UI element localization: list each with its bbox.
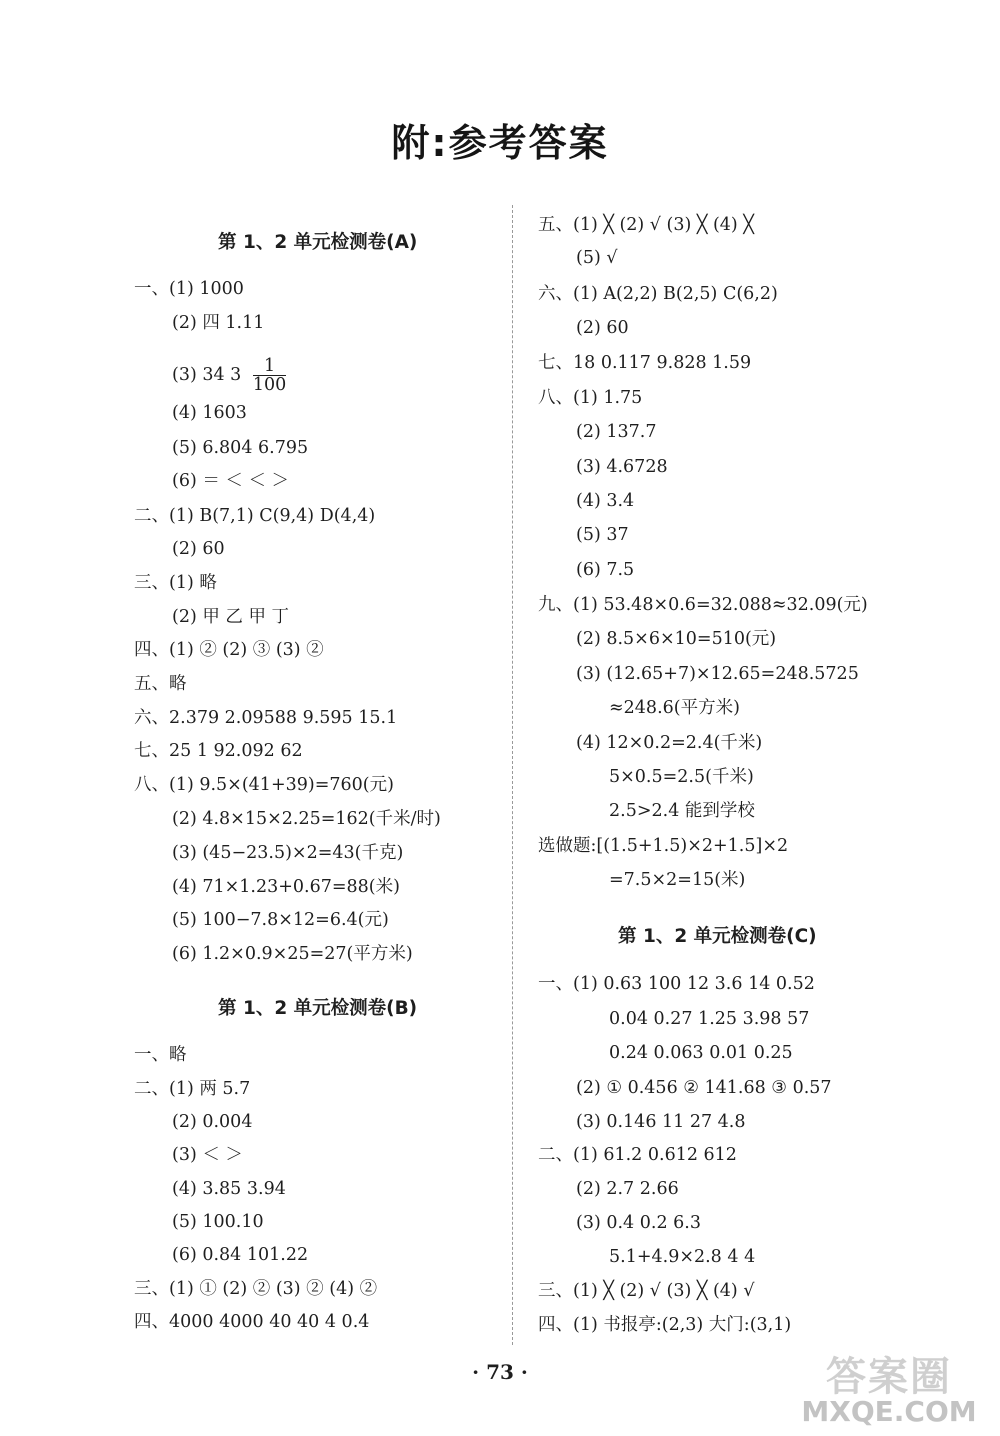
- answer-line: (5) 6.804 6.795: [172, 438, 309, 458]
- answer-line: ≈248.6(平方米): [609, 698, 740, 718]
- answer-line: 二、(1) B(7,1) C(9,4) D(4,4): [134, 506, 376, 526]
- answer-line: (3) (45−23.5)×2=43(千克): [172, 843, 404, 863]
- answer-line: 六、(1) A(2,2) B(2,5) C(6,2): [538, 284, 778, 304]
- answer-line: (4) 3.4: [576, 491, 635, 511]
- answer-line: (5) 100−7.8×12=6.4(元): [172, 910, 389, 930]
- answer-line: (2) 0.004: [172, 1112, 253, 1132]
- page-number: · 73 ·: [472, 1360, 528, 1384]
- answer-line: (2) 137.7: [576, 422, 657, 442]
- answer-line: 七、25 1 92.092 62: [134, 741, 303, 761]
- answer-line: (2) 4.8×15×2.25=162(千米/时): [172, 809, 441, 829]
- answer-line: (6) 0.84 101.22: [172, 1245, 309, 1265]
- answer-line: 七、18 0.117 9.828 1.59: [538, 353, 752, 373]
- fraction: [253, 357, 286, 394]
- answer-line: (2) 60: [172, 539, 225, 559]
- answer-line: (2) 四 1.11: [172, 313, 265, 333]
- answer-line: (5) √: [576, 248, 618, 268]
- answer-line: 五、略: [134, 674, 187, 694]
- answer-line: (4) 3.85 3.94: [172, 1179, 286, 1199]
- answer-line: (2) ① 0.456 ② 141.68 ③ 0.57: [576, 1078, 832, 1098]
- answer-line: 5.1+4.9×2.8 4 4: [609, 1247, 756, 1267]
- watermark-main-text: 答案圈: [826, 1354, 952, 1400]
- answer-line: 2.5>2.4 能到学校: [609, 801, 755, 821]
- section-heading-c: 第 1、2 单元检测卷(C): [618, 926, 817, 947]
- answer-line: 四、4000 4000 40 40 4 0.4: [134, 1312, 370, 1332]
- answer-line: (3) ＜ ＞: [172, 1145, 243, 1165]
- answer-line: 0.24 0.063 0.01 0.25: [609, 1043, 793, 1063]
- answer-line: 三、(1) 略: [134, 573, 217, 593]
- watermark-sub-text: MXQE.COM: [801, 1395, 977, 1428]
- answer-line: (2) 2.7 2.66: [576, 1179, 679, 1199]
- answer-line: (2) 60: [576, 318, 629, 338]
- answer-line: 一、(1) 1000: [134, 279, 244, 299]
- page-title: 附:参考答案: [391, 121, 609, 165]
- answer-line: (6) 7.5: [576, 560, 635, 580]
- answer-text: (3) 34 3: [172, 365, 242, 385]
- answer-line: 四、(1) 书报亭:(2,3) 大门:(3,1): [538, 1315, 792, 1335]
- watermark-logo: [784, 1345, 994, 1433]
- answer-line: (5) 37: [576, 525, 629, 545]
- answer-line: 四、(1) ② (2) ③ (3) ②: [134, 640, 324, 660]
- answer-line: 九、(1) 53.48×0.6=32.088≈32.09(元): [538, 595, 868, 615]
- answer-line: (6) ＝ ＜ ＜ ＞: [172, 471, 290, 491]
- answer-line: 三、(1) ╳ (2) √ (3) ╳ (4) √: [538, 1281, 755, 1301]
- answer-line: (2) 甲 乙 甲 丁: [172, 607, 290, 627]
- answer-line: (3) (12.65+7)×12.65=248.5725: [576, 664, 859, 684]
- section-heading-a: 第 1、2 单元检测卷(A): [218, 232, 418, 253]
- answer-line: 二、(1) 两 5.7: [134, 1079, 251, 1099]
- answer-line: (4) 12×0.2=2.4(千米): [576, 733, 763, 753]
- answer-line: 八、(1) 9.5×(41+39)=760(元): [134, 775, 394, 795]
- answer-line: (4) 71×1.23+0.67=88(米): [172, 877, 400, 897]
- answer-line: 二、(1) 61.2 0.612 612: [538, 1145, 737, 1165]
- answer-line: (2) 8.5×6×10=510(元): [576, 629, 777, 649]
- answer-line: (5) 100.10: [172, 1212, 264, 1232]
- answer-line: (4) 1603: [172, 403, 247, 423]
- answer-line: (3) 0.146 11 27 4.8: [576, 1112, 746, 1132]
- answer-line: 选做题:[(1.5+1.5)×2+1.5]×2: [538, 836, 789, 856]
- section-heading-b: 第 1、2 单元检测卷(B): [218, 998, 418, 1019]
- answer-line: (3) 0.4 0.2 6.3: [576, 1213, 701, 1233]
- answer-line: 一、(1) 0.63 100 12 3.6 14 0.52: [538, 974, 815, 994]
- answer-line: 三、(1) ① (2) ② (3) ② (4) ②: [134, 1279, 378, 1299]
- answer-line: 5×0.5=2.5(千米): [609, 767, 754, 787]
- answer-line: (6) 1.2×0.9×25=27(平方米): [172, 944, 413, 964]
- answer-line: 一、略: [134, 1045, 187, 1065]
- answer-line: 八、(1) 1.75: [538, 388, 643, 408]
- answer-line: 0.04 0.27 1.25 3.98 57: [609, 1009, 810, 1029]
- answer-line: 六、2.379 2.09588 9.595 15.1: [134, 708, 398, 728]
- column-divider: [512, 205, 513, 1345]
- fraction-denominator: 100: [252, 375, 287, 395]
- fraction-numerator: 1: [253, 357, 286, 376]
- answer-line: (3) 4.6728: [576, 457, 668, 477]
- answer-line: [172, 357, 286, 394]
- answer-line: 五、(1) ╳ (2) √ (3) ╳ (4) ╳: [538, 215, 754, 235]
- answer-line: =7.5×2=15(米): [609, 870, 746, 890]
